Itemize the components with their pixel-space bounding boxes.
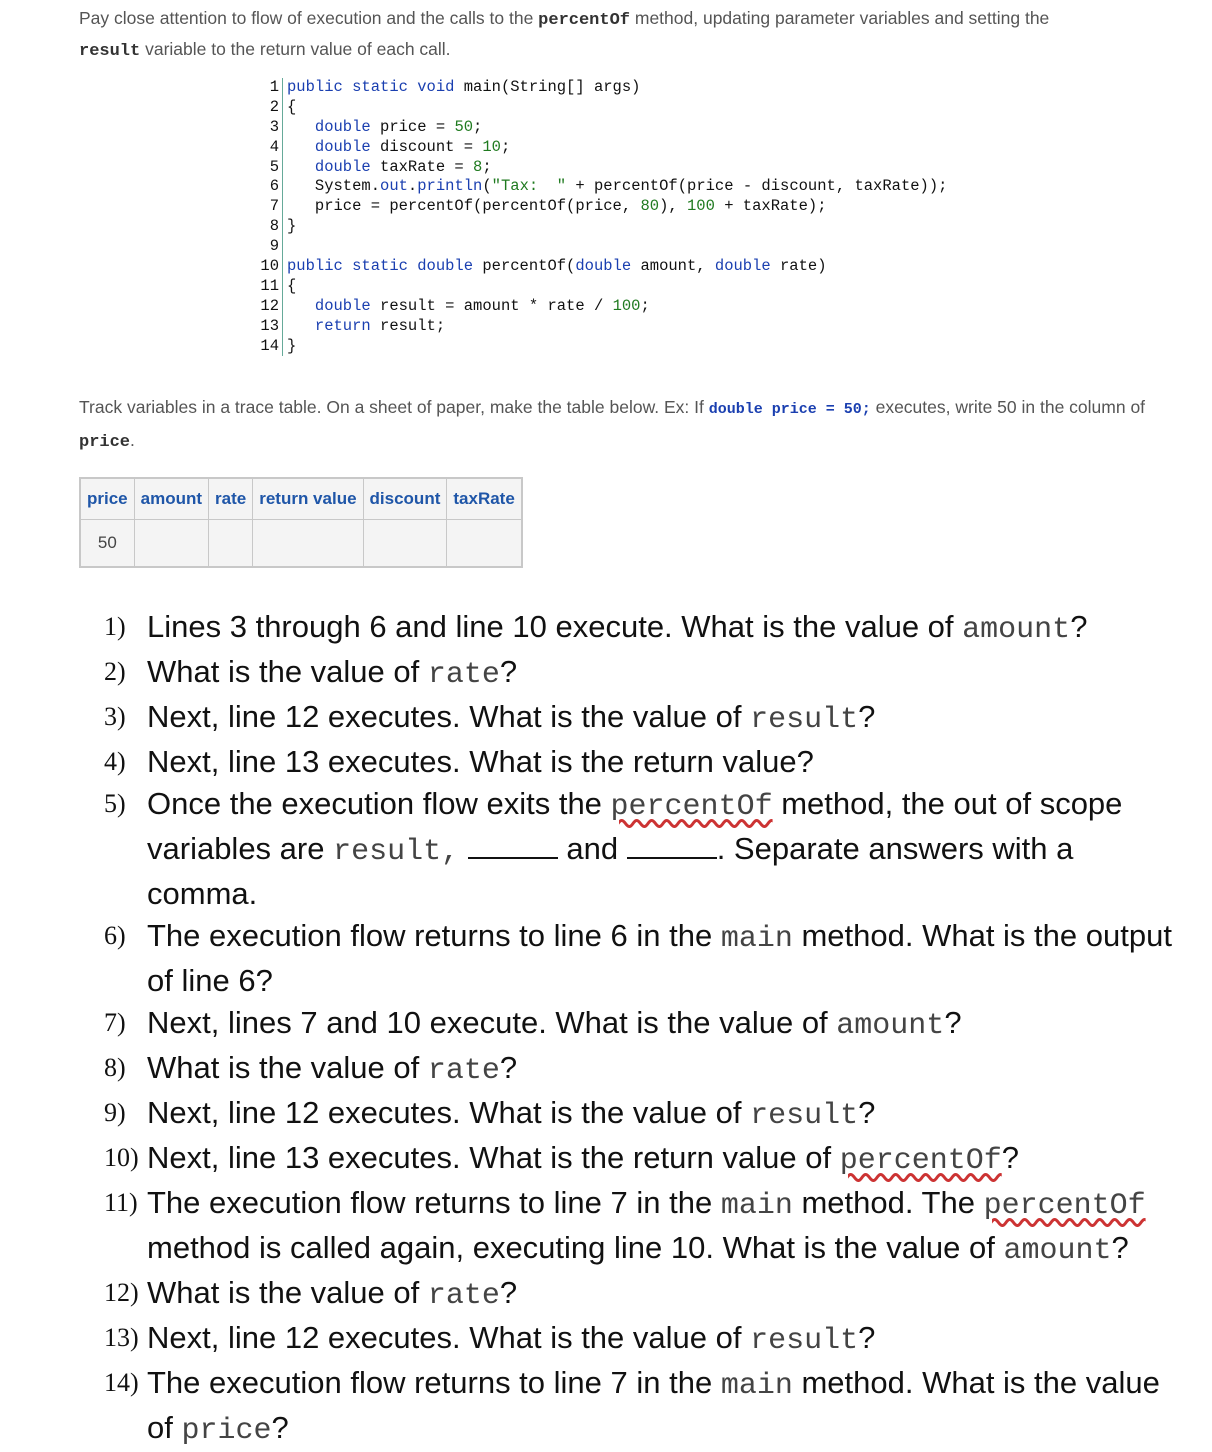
question-code: rate — [427, 658, 500, 692]
code-text — [287, 138, 510, 158]
code-token: 10 — [482, 137, 501, 156]
question-item — [104, 1317, 1184, 1362]
code-token: out — [380, 177, 408, 196]
trace-text: executes, write 50 in the column of — [870, 397, 1146, 417]
question-number: 14) — [104, 1368, 139, 1397]
question-item — [104, 696, 1184, 741]
code-token: result; — [370, 316, 446, 335]
code-text — [287, 118, 482, 138]
question-text: method is called again, executing line 10. What is the value of — [147, 1230, 1004, 1265]
question-text: What is the value of — [147, 654, 428, 689]
code-text — [287, 277, 296, 297]
gutter-divider — [282, 158, 283, 178]
code-token: ; — [473, 117, 483, 136]
cell-discount — [363, 520, 447, 568]
gutter-divider — [282, 237, 283, 257]
question-text: Next, line 12 executes. What is the value of — [147, 1095, 751, 1130]
question-item — [104, 1002, 1184, 1047]
code-text — [287, 257, 827, 277]
line-number: 6 — [269, 177, 279, 196]
line-number: 3 — [269, 117, 279, 136]
header-price: price — [80, 478, 134, 520]
question-code-spellcheck: percentOf — [983, 1189, 1146, 1223]
code-token: { — [287, 97, 297, 116]
code-token — [287, 138, 315, 156]
code-token: } — [287, 336, 297, 355]
gutter-divider — [282, 177, 283, 197]
question-item — [104, 1137, 1184, 1182]
code-text — [287, 78, 640, 98]
question-text: method, the out of scope variables are — [147, 786, 1123, 866]
header-taxrate: taxRate — [447, 478, 522, 520]
code-token: price = percentOf(percentOf(price, — [287, 197, 641, 216]
question-text: What is the value of — [147, 1050, 428, 1085]
question-text: ? — [499, 1050, 518, 1085]
question-code: amount — [1003, 1234, 1112, 1268]
question-text: method. What is the output of line 6? — [147, 918, 1172, 998]
question-text: ? — [944, 1005, 962, 1040]
header-discount: discount — [363, 478, 447, 520]
code-text — [287, 98, 296, 118]
question-code: result — [750, 1324, 859, 1358]
code-token: + taxRate); — [714, 197, 827, 216]
intro-code-percentof: percentOf — [538, 11, 630, 30]
question-text: Next, line 12 executes. What is the value of — [147, 699, 751, 734]
code-token: discount = — [370, 137, 483, 156]
gutter-divider — [282, 257, 283, 277]
code-token: + percentOf(price - discount, taxRate)); — [566, 177, 948, 196]
code-token: } — [287, 217, 297, 236]
question-item — [104, 651, 1184, 696]
trace-instructions — [79, 392, 1169, 458]
question-text: method. What is the value of — [147, 1365, 1160, 1445]
line-number: 9 — [269, 237, 279, 256]
code-token: "Tax: " — [491, 177, 567, 196]
question-code: main — [720, 1189, 793, 1223]
question-text: Lines 3 through 6 and line 10 execute. What is the value of — [147, 609, 963, 644]
code-token: double — [314, 117, 371, 136]
intro-text: method, updating parameter variables and setting the — [630, 8, 1050, 28]
code-token: double — [314, 157, 371, 176]
code-token: public static void — [287, 78, 464, 96]
code-token: 8 — [473, 157, 483, 176]
question-code: main — [720, 922, 793, 956]
header-return-value: return value — [253, 478, 363, 520]
line-number: 13 — [260, 316, 279, 335]
code-text — [287, 317, 445, 337]
code-token: result = amount * rate / — [370, 296, 613, 315]
question-code: result, — [333, 835, 460, 869]
gutter-divider — [282, 277, 283, 297]
cell-amount — [134, 520, 208, 568]
question-number: 5) — [104, 789, 126, 818]
code-token: 100 — [686, 197, 715, 216]
gutter-divider — [282, 98, 283, 118]
question-code: main — [720, 1369, 793, 1403]
line-number: 10 — [260, 257, 279, 276]
header-amount: amount — [134, 478, 208, 520]
question-text: ? — [1070, 609, 1088, 644]
question-text: ? — [499, 654, 518, 689]
trace-code-example: double price = 50; — [708, 401, 871, 418]
question-text: Next, line 13 executes. What is the return value of — [147, 1140, 840, 1175]
trace-text: Track variables in a trace table. On a sheet of paper, make the table below. Ex: If — [79, 397, 709, 417]
intro-text: Pay close attention to flow of execution and the calls to the — [79, 8, 539, 28]
question-number: 2) — [104, 657, 126, 686]
question-item — [104, 606, 1184, 651]
code-token: percentOf( — [482, 257, 576, 276]
code-token: amount, — [631, 257, 715, 276]
question-text: Next, line 13 executes. What is the return value? — [147, 744, 814, 779]
code-token: 100 — [612, 296, 641, 315]
cell-return-value — [253, 520, 363, 568]
cell-rate — [209, 520, 253, 568]
code-token: rate) — [770, 257, 827, 276]
question-number: 7) — [104, 1008, 126, 1037]
code-token: ( — [482, 177, 492, 196]
code-token — [287, 297, 315, 315]
code-text — [287, 177, 947, 197]
question-text: ? — [271, 1410, 289, 1445]
question-text: ? — [499, 1275, 518, 1310]
code-token: ), — [659, 197, 687, 216]
code-token — [287, 118, 315, 136]
question-item — [104, 741, 1184, 783]
question-number: 10) — [104, 1143, 139, 1172]
question-number: 3) — [104, 702, 126, 731]
gutter-divider — [282, 317, 283, 337]
question-text: ? — [1111, 1230, 1129, 1265]
question-text: ? — [858, 1320, 876, 1355]
question-text: Once the execution flow exits the — [147, 786, 611, 821]
code-text — [287, 217, 296, 237]
code-token: { — [287, 276, 297, 295]
question-item — [104, 1182, 1184, 1272]
trace-code-price: price — [79, 433, 131, 452]
code-text — [287, 197, 827, 217]
question-number: 8) — [104, 1053, 126, 1082]
code-token: double — [714, 257, 771, 276]
question-text: The execution flow returns to line 7 in the — [147, 1185, 721, 1220]
question-code: rate — [427, 1279, 500, 1313]
intro-code-result: result — [79, 42, 141, 61]
line-number: 7 — [269, 197, 279, 216]
code-token: main(String[] args) — [463, 78, 641, 96]
question-code: result — [750, 703, 859, 737]
question-number: 11) — [104, 1188, 138, 1217]
question-number: 4) — [104, 747, 126, 776]
trace-table-row — [80, 520, 522, 568]
code-token: ; — [640, 296, 650, 315]
line-number: 8 — [269, 217, 279, 236]
question-number: 1) — [104, 612, 126, 641]
line-number: 1 — [269, 78, 279, 96]
gutter-divider — [282, 78, 283, 98]
question-item — [104, 1092, 1184, 1137]
question-item — [104, 1272, 1184, 1317]
cell-price: 50 — [80, 520, 134, 568]
line-number: 11 — [260, 276, 279, 295]
code-token: double — [314, 296, 371, 315]
question-text: ? — [1001, 1140, 1019, 1175]
line-number: 4 — [269, 137, 279, 156]
question-code-spellcheck: percentOf — [610, 790, 773, 824]
question-item — [104, 1362, 1184, 1452]
code-token: . — [407, 177, 418, 196]
gutter-divider — [282, 197, 283, 217]
code-token: public static double — [287, 257, 483, 276]
code-token: ; — [500, 137, 511, 156]
question-item — [104, 915, 1184, 1002]
code-token: System. — [287, 177, 381, 196]
question-text: The execution flow returns to line 7 in the — [147, 1365, 721, 1400]
code-text — [287, 337, 296, 357]
question-text — [459, 831, 468, 866]
question-text: Next, lines 7 and 10 execute. What is the value of — [147, 1005, 837, 1040]
code-token — [287, 158, 315, 176]
intro-text: variable to the return value of each call. — [140, 39, 451, 59]
question-text: and — [557, 831, 627, 866]
question-number: 13) — [104, 1323, 139, 1352]
code-token: double — [314, 137, 371, 156]
code-token: ; — [482, 157, 492, 176]
code-token: return — [314, 316, 371, 335]
question-code-spellcheck: percentOf — [839, 1144, 1002, 1178]
intro-paragraph — [79, 4, 1179, 66]
question-text: method. The — [792, 1185, 984, 1220]
code-text — [287, 297, 650, 317]
cell-taxrate — [447, 520, 522, 568]
code-token: 50 — [454, 117, 474, 136]
question-text: Next, line 12 executes. What is the value of — [147, 1320, 751, 1355]
question-text: . Separate answers with a comma. — [147, 831, 1074, 911]
answer-blank — [627, 833, 717, 859]
answer-blank — [468, 833, 558, 859]
question-list — [104, 606, 1184, 1452]
line-number: 14 — [260, 336, 279, 355]
code-token: 80 — [640, 197, 660, 216]
line-number: 2 — [269, 97, 279, 116]
code-token: double — [575, 257, 632, 276]
code-text — [287, 158, 492, 178]
question-text: The execution flow returns to line 6 in the — [147, 918, 721, 953]
question-text: ? — [858, 699, 876, 734]
line-number: 5 — [269, 157, 279, 176]
gutter-divider — [282, 138, 283, 158]
question-code: amount — [962, 613, 1071, 647]
question-code: result — [750, 1099, 859, 1133]
gutter-divider — [282, 217, 283, 237]
question-text: ? — [858, 1095, 876, 1130]
code-token — [287, 317, 315, 335]
trace-table-header-row — [80, 478, 522, 520]
code-token: taxRate = — [370, 157, 474, 176]
line-number: 12 — [260, 296, 279, 315]
question-item — [104, 1047, 1184, 1092]
question-number: 9) — [104, 1098, 126, 1127]
gutter-divider — [282, 337, 283, 357]
question-code: price — [181, 1414, 272, 1448]
question-item — [104, 783, 1184, 915]
gutter-divider — [282, 118, 283, 138]
question-number: 6) — [104, 921, 126, 950]
trace-text: . — [130, 430, 135, 450]
trace-table — [79, 477, 523, 568]
code-token: price = — [370, 117, 455, 136]
question-code: rate — [427, 1054, 500, 1088]
gutter-divider — [282, 297, 283, 317]
code-token: println — [417, 177, 483, 196]
question-code: amount — [836, 1009, 945, 1043]
question-text: What is the value of — [147, 1275, 428, 1310]
header-rate: rate — [209, 478, 253, 520]
question-number: 12) — [104, 1278, 139, 1307]
